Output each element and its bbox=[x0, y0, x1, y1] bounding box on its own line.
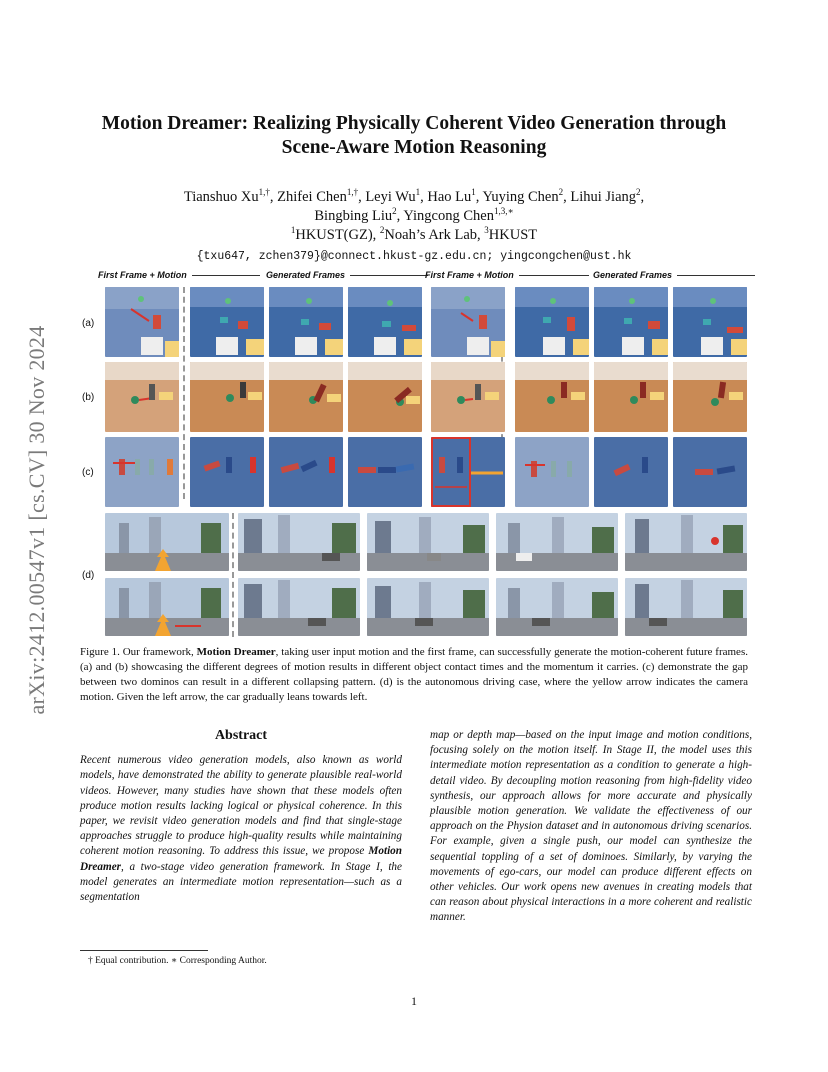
frame-c-input-2 bbox=[431, 437, 505, 507]
author-block bbox=[80, 188, 748, 245]
frame-b-input-2 bbox=[431, 362, 505, 432]
frame-a-input-1 bbox=[105, 287, 179, 357]
author: Yingcong Chen bbox=[403, 208, 494, 224]
author: Tianshuo Xu bbox=[183, 189, 259, 205]
figure-header-generated-left: Generated Frames bbox=[266, 270, 428, 284]
frame-a-gen-5 bbox=[594, 287, 668, 357]
frame-d-input-2 bbox=[105, 578, 229, 636]
figure-caption: Figure 1. Our framework, Motion Dreamer, taking user input motion and the first frame, can successfully generate the motion-coherent future frames. (a) and (b) showcasing the different degrees of motion results in different object contact times and the momentum it carries. (c) demonstrate the gap between two dominos can result in a different collapsing pattern. (d) is the autonomous driving case, where the yellow arrow indicates the camera motion. Given the left arrow, the car gradually leans towards left. bbox=[80, 646, 748, 703]
frame-c-gen-5 bbox=[594, 437, 668, 507]
frame-c-gen-2 bbox=[269, 437, 343, 507]
footnote: † Equal contribution. ∗ Corresponding Author. bbox=[88, 956, 267, 966]
frame-b-gen-4 bbox=[515, 362, 589, 432]
paper-title bbox=[80, 112, 748, 160]
frame-a-gen-2 bbox=[269, 287, 343, 357]
author: Bingbing Liu bbox=[314, 208, 393, 224]
figure-header-first-left: First Frame + Motion bbox=[98, 270, 260, 284]
frame-c-gen-6 bbox=[673, 437, 747, 507]
author: Yuying Chen bbox=[482, 189, 559, 205]
frame-b-input-1 bbox=[105, 362, 179, 432]
author: Hao Lu bbox=[427, 189, 472, 205]
abstract-heading: Abstract bbox=[214, 728, 268, 743]
frame-d-gen-5 bbox=[238, 578, 360, 636]
abstract-left-column: Abstract Recent numerous video generation models, also known as world models, have demonstrated the ability to generate plausible real-world videos. However, many studies have shown that these models often produce motion results lacking logical or physical coherence. In this paper, we revisit video generation models and find that single-stage approaches struggle to produce high-quality results while maintaining coherent motion reasoning. To address this issue, we propose Motion Dreamer, a two-stage video generation framework. In Stage I, the model generates an intermediate motion representation—such as a segmentation bbox=[80, 728, 402, 904]
frame-a-gen-1 bbox=[190, 287, 264, 357]
author: Lihui Jiang bbox=[570, 189, 637, 205]
frame-b-gen-2 bbox=[269, 362, 343, 432]
frame-a-gen-4 bbox=[515, 287, 589, 357]
frame-d-gen-1 bbox=[238, 513, 360, 571]
frame-separator bbox=[183, 287, 185, 499]
frame-d-gen-7 bbox=[496, 578, 618, 636]
frame-c-gen-3 bbox=[348, 437, 422, 507]
abstract-right-column: map or depth map—based on the input image and motion conditions, focusing solely on the motion itself. In Stage II, the model uses this intermediate motion representation as a condition to generate a high-detail video. By decoupling motion reasoning from high-fidelity video synthesis, our approach allows for more accurate and physically plausible motion generation. We validate the effectiveness of our approach on the Physion dataset and in autonomous driving scenarios. For example, given a single push, our model can synthesize the sequential toppling of a set of dominoes. Similarly, by varying the movements of ego-cars, our model can produce different effects on other vehicles. Our work opens new avenues in creating models that can reason about physical interactions in a more coherent and realistic manner. bbox=[430, 729, 752, 924]
frame-d-gen-6 bbox=[367, 578, 489, 636]
author-line-1: Tianshuo $Xu^{1,\dagger}$, Zhifei Chen$^{1,\dagger}$, Leyi Wu$^1$, Hao Lu$^1$, Yuying Chen$^2$, Lihui Jiang$^2$, bbox=[183, 187, 645, 205]
author: Leyi Wu bbox=[365, 189, 416, 205]
frame-a-gen-3 bbox=[348, 287, 422, 357]
author: Zhifei Chen bbox=[277, 189, 347, 205]
frame-b-gen-1 bbox=[190, 362, 264, 432]
frame-c-gen-1 bbox=[190, 437, 264, 507]
figure-header-generated-right: Generated Frames bbox=[593, 270, 755, 284]
frame-b-gen-6 bbox=[673, 362, 747, 432]
row-label-d: (d) bbox=[82, 570, 95, 581]
frame-c-input-1 bbox=[105, 437, 179, 507]
row-label-b: (b) bbox=[82, 392, 95, 403]
footnote-rule bbox=[80, 950, 208, 951]
frame-separator bbox=[232, 513, 234, 637]
page-number: 1 bbox=[411, 994, 417, 1008]
frame-a-gen-6 bbox=[673, 287, 747, 357]
row-label-c: (c) bbox=[82, 467, 94, 478]
frame-b-gen-5 bbox=[594, 362, 668, 432]
frame-a-input-2 bbox=[431, 287, 505, 357]
frame-d-gen-8 bbox=[625, 578, 747, 636]
frame-d-input-1 bbox=[105, 513, 229, 571]
frame-d-gen-2 bbox=[367, 513, 489, 571]
arxiv-stamp: arXiv:2412.00547v1 [cs.CV] 30 Nov 2024 bbox=[24, 325, 49, 715]
figure-header-first-right: First Frame + Motion bbox=[425, 270, 589, 284]
frame-d-gen-3 bbox=[496, 513, 618, 571]
frame-d-gen-4 bbox=[625, 513, 747, 571]
affiliations: $^1$HKUST(GZ), $^2$Noah’s Ark Lab, $^3$HKUST bbox=[290, 225, 538, 243]
title-line-1: Motion Dreamer: Realizing Physically Coherent Video Generation through bbox=[101, 113, 727, 134]
author-line-2: Bingbing Liu$^2$, Yingcong Chen$^{1,3,∗}$ bbox=[314, 206, 514, 224]
frame-c-gen-4 bbox=[515, 437, 589, 507]
title-line-2: Scene-Aware Motion Reasoning bbox=[281, 137, 547, 158]
author-emails: {txu647, zchen379}@connect.hkust-gz.edu.cn; yingcongchen@ust.hk bbox=[196, 250, 632, 263]
frame-b-gen-3 bbox=[348, 362, 422, 432]
row-label-a: (a) bbox=[82, 318, 95, 329]
